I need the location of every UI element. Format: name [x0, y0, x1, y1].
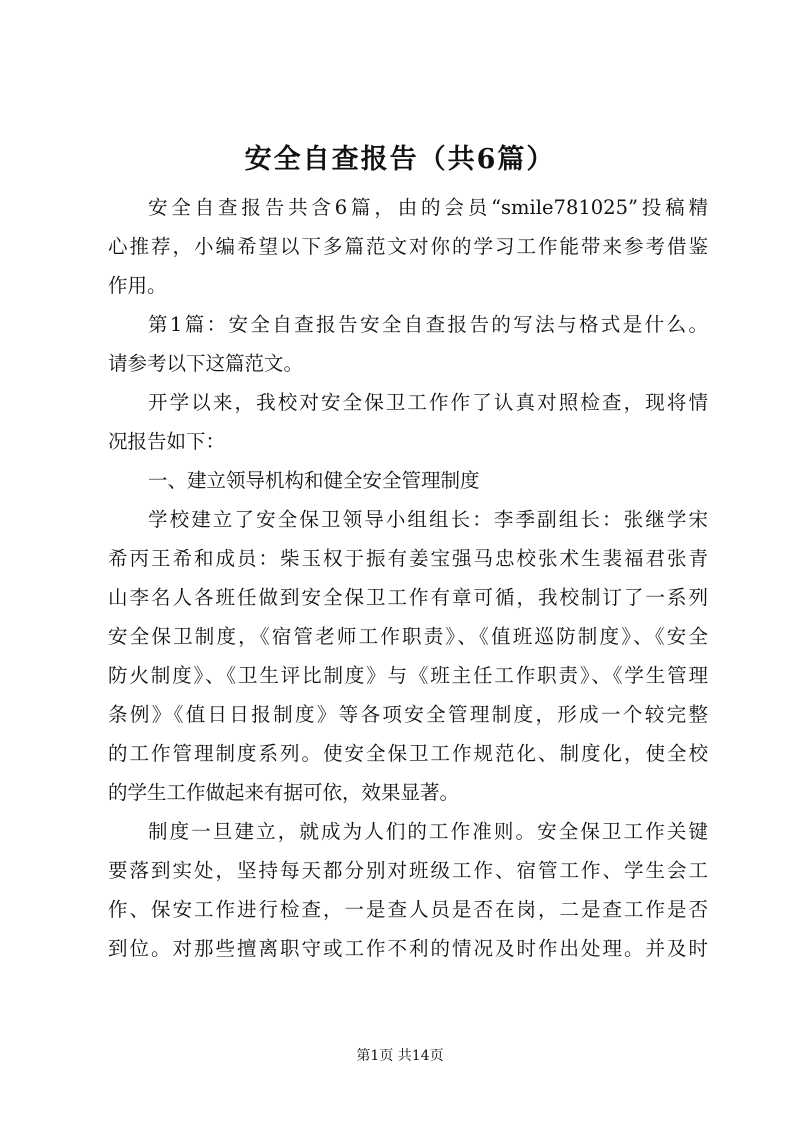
paragraph-line: 第1篇：安全自查报告安全自查报告的写法与格式是什么。 [148, 313, 708, 336]
paragraph-line: 要落到实处，坚持每天都分别对班级工作、宿管工作、学生会工 [108, 859, 708, 882]
paragraph-line: 的学生工作做起来有据可依，效果显著。 [108, 781, 460, 804]
paragraph-line: 学校建立了安全保卫领导小组组长：李季副组长：张继学宋 [148, 508, 708, 531]
paragraph-line: 请参考以下这篇范文。 [108, 352, 304, 375]
paragraph-line: 制度一旦建立，就成为人们的工作准则。安全保卫工作关键 [148, 820, 708, 843]
paragraph-line: 开学以来，我校对安全保卫工作作了认真对照检查，现将情 [148, 391, 708, 414]
paragraph-line: 作用。 [108, 274, 167, 297]
paragraph-line: 心推荐，小编希望以下多篇范文对你的学习工作能带来参考借鉴 [108, 235, 708, 258]
paragraph-line: 安全自查报告共含6篇，由的会员“smile781025”投稿精 [148, 196, 708, 219]
paragraph-line: 到位。对那些擅离职守或工作不利的情况及时作出处理。并及时 [108, 937, 708, 960]
paragraph-line: 的工作管理制度系列。使安全保卫工作规范化、制度化，使全校 [108, 742, 708, 765]
section-heading: 一、建立领导机构和健全安全管理制度 [148, 469, 480, 492]
document-title: 安全自查报告（共6篇） [244, 144, 556, 175]
paragraph-line: 作、保安工作进行检查，一是查人员是否在岗，二是查工作是否 [108, 898, 708, 921]
page-number-footer: 第1页 共14页 [356, 1048, 444, 1064]
paragraph-line: 防火制度》、《卫生评比制度》与《班主任工作职责》、《学生管理 [108, 664, 708, 687]
document-body [108, 188, 708, 968]
paragraph-line: 安全保卫制度，《宿管老师工作职责》、《值班巡防制度》、《安全 [108, 625, 708, 648]
paragraph-line: 山李名人各班任做到安全保卫工作有章可循，我校制订了一系列 [108, 586, 708, 609]
paragraph-line: 希丙王希和成员：柴玉权于振有姜宝强马忠校张术生裴福君张青 [108, 547, 708, 570]
paragraph-line: 条例》《值日日报制度》等各项安全管理制度，形成一个较完整 [108, 703, 708, 726]
paragraph-line: 况报告如下： [108, 430, 226, 453]
